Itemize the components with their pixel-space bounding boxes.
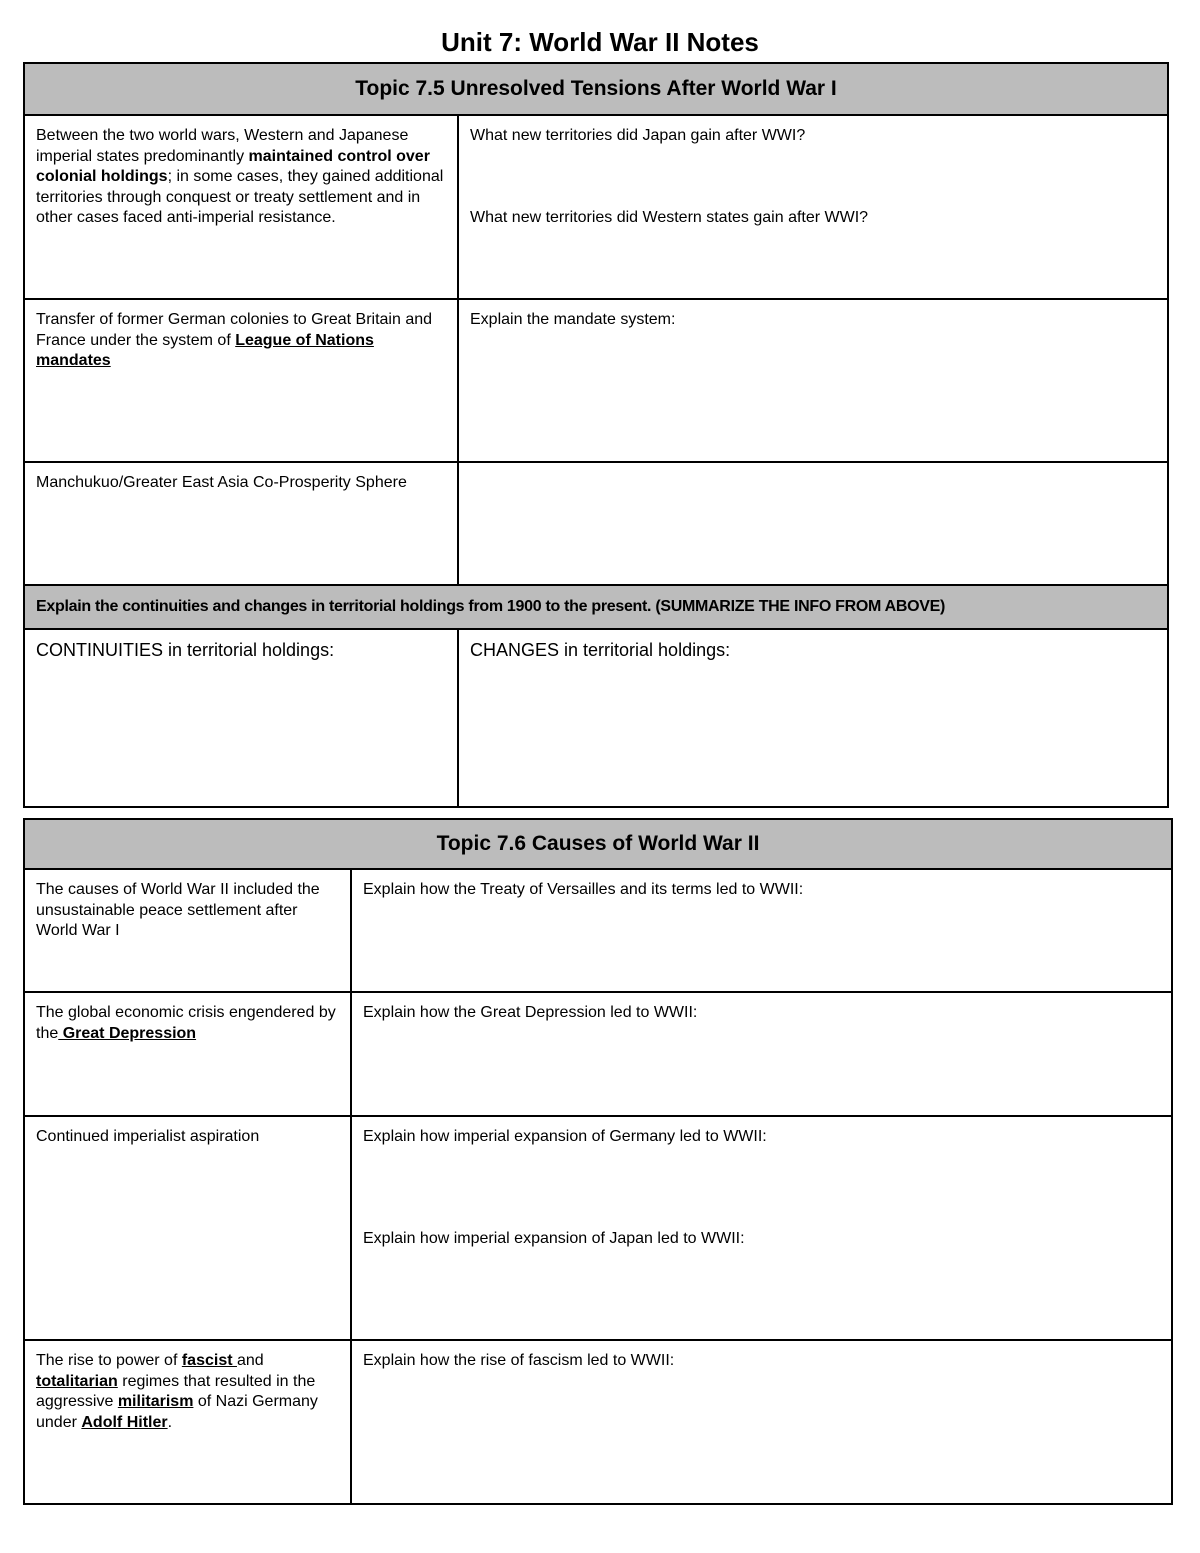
question-japan-territories: What new territories did Japan gain after WWI? <box>470 127 806 144</box>
fascist-term: fascist <box>181 1352 237 1369</box>
adolf-hitler-term: Adolf Hitler <box>81 1413 168 1431</box>
page-title: Unit 7: World War II Notes <box>441 27 759 57</box>
question-fascism: Explain how the rise of fascism led to WWII: <box>363 1352 675 1369</box>
manchukuo-answer-cell[interactable] <box>459 463 1167 584</box>
peace-settlement-note: The causes of World War II included the unsustainable peace settlement after World War I <box>25 870 352 991</box>
topic-7-6-row-4 <box>25 1341 1171 1503</box>
summary-instruction: Explain the continuities and changes in territorial holdings from 1900 to the present. (SUMMARIZE THE INFO FROM ABOVE) <box>36 598 945 615</box>
question-versailles: Explain how the Treaty of Versailles and its terms led to WWII: <box>363 881 804 898</box>
topic-7-5-header <box>25 64 1167 116</box>
great-depression-answer-cell[interactable] <box>352 993 1171 1115</box>
topic-7-6-row-2 <box>25 993 1171 1117</box>
fascism-note: The rise to power of fascist and totalitarian regimes that resulted in the aggressive militarism of Nazi Germany under Adolf Hitler. <box>25 1341 352 1503</box>
topic-7-5-row-4 <box>25 630 1167 806</box>
question-mandate-system: Explain the mandate system: <box>470 311 676 328</box>
great-depression-term: Great Depression <box>58 1024 197 1042</box>
topic-7-5-row-1 <box>25 116 1167 300</box>
topic-7-5-row-3 <box>25 463 1167 586</box>
topic-7-6-table <box>23 818 1173 1505</box>
militarism-term: militarism <box>117 1393 194 1410</box>
great-depression-note: The global economic crisis engendered by the Great Depression <box>25 993 352 1115</box>
topic-7-6-title: Topic 7.6 Causes of World War II <box>436 832 760 855</box>
totalitarian-term: totalitarian <box>36 1372 118 1390</box>
changes-cell[interactable] <box>459 630 1167 806</box>
topic-7-6-header <box>25 820 1171 870</box>
mandate-system-answer-cell[interactable] <box>459 300 1167 461</box>
question-western-territories: What new territories did Western states gain after WWI? <box>470 208 869 226</box>
question-great-depression: Explain how the Great Depression led to WWII: <box>363 1004 698 1021</box>
mandates-note: Transfer of former German colonies to Great Britain and France under the system of League of Nations mandates <box>25 300 459 461</box>
continuities-cell[interactable] <box>25 630 459 806</box>
imperial-expansion-answer-cell[interactable] <box>352 1117 1171 1339</box>
question-germany-expansion: Explain how imperial expansion of Germany led to WWII: <box>363 1128 767 1145</box>
topic-7-5-title: Topic 7.5 Unresolved Tensions After World War I <box>355 77 837 100</box>
territories-questions-cell[interactable] <box>459 116 1167 298</box>
maintained-control-term: maintained control over colonial holdings <box>36 147 430 185</box>
league-of-nations-mandates-term: League of Nations mandates <box>36 331 374 369</box>
imperialist-aspiration-note: Continued imperialist aspiration <box>25 1117 352 1339</box>
topic-7-6-row-1 <box>25 870 1171 993</box>
question-japan-expansion: Explain how imperial expansion of Japan led to WWII: <box>363 1229 745 1247</box>
territorial-control-note: Between the two world wars, Western and Japanese imperial states predominantly maintained control over colonial holdings; in some cases, they gained additional territories through conquest or treaty settlement and in other cases faced anti-imperial resistance. <box>25 116 459 298</box>
topic-7-5-row-2 <box>25 300 1167 463</box>
topic-7-5-table <box>23 62 1169 808</box>
versailles-answer-cell[interactable] <box>352 870 1171 991</box>
manchukuo-note: Manchukuo/Greater East Asia Co-Prosperity Sphere <box>25 463 459 584</box>
changes-label: CHANGES in territorial holdings: <box>470 640 731 660</box>
summary-header <box>25 586 1167 630</box>
continuities-label: CONTINUITIES in territorial holdings: <box>36 640 335 660</box>
fascism-answer-cell[interactable] <box>352 1341 1171 1503</box>
topic-7-6-row-3 <box>25 1117 1171 1341</box>
